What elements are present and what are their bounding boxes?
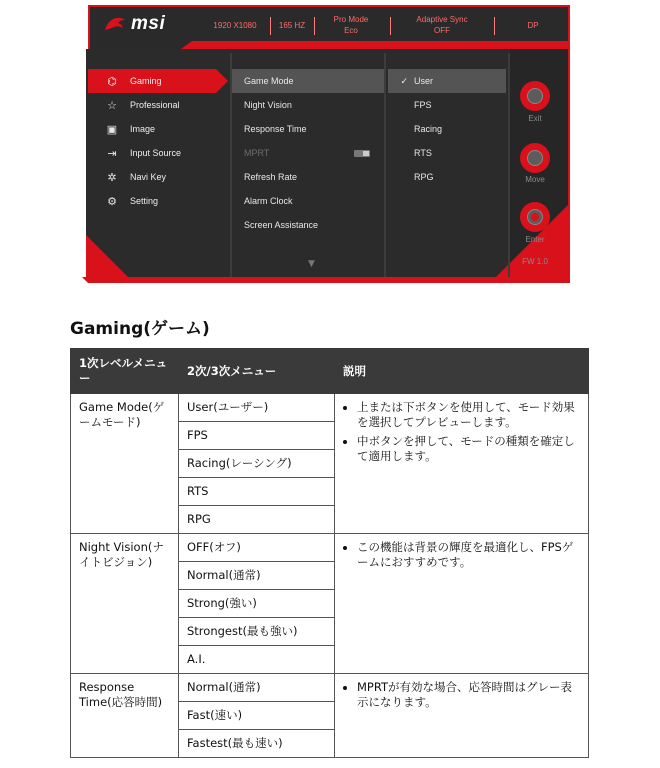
- sub-menu-label: Screen Assistance: [244, 220, 319, 230]
- level2-menu-cell: Normal(通常): [179, 562, 335, 590]
- sub-menu-item-response-time[interactable]: [232, 117, 384, 141]
- option-label: FPS: [414, 100, 432, 110]
- header-description: 説明: [335, 349, 589, 394]
- status-refresh-rate: 165 HZ: [278, 20, 306, 30]
- main-menu-item-navi-key[interactable]: [88, 165, 230, 189]
- move-label: Move: [525, 175, 545, 184]
- level2-menu-cell: Fastest(最も速い): [179, 730, 335, 758]
- sub-menu-item-screen-assistance[interactable]: [232, 213, 384, 237]
- osd-panel: [82, 5, 570, 283]
- level2-menu-cell: Strongest(最も強い): [179, 618, 335, 646]
- gamepad-icon: ⌬: [107, 75, 117, 88]
- sub-menu-label: MPRT: [244, 148, 270, 158]
- description-list: [343, 400, 580, 464]
- sub-menu-item-night-vision[interactable]: [232, 93, 384, 117]
- option-label: Racing: [414, 124, 443, 134]
- main-menu-item-setting[interactable]: [88, 189, 230, 213]
- move-button[interactable]: [520, 143, 550, 173]
- scroll-down-icon[interactable]: ▼: [308, 259, 315, 269]
- option-item-racing[interactable]: [388, 117, 506, 141]
- level2-menu-cell: Racing(レーシング): [179, 450, 335, 478]
- sub-menu-item-mprt: [232, 141, 384, 165]
- option-label: RTS: [414, 148, 432, 158]
- main-menu: [88, 69, 230, 213]
- sub-menu-item-alarm-clock[interactable]: [232, 189, 384, 213]
- ok-indicator-icon: [531, 213, 539, 221]
- option-label: User: [414, 76, 434, 86]
- description-cell: [335, 674, 589, 758]
- description-cell: [335, 534, 589, 674]
- description-bullet: • この機能は背景の輝度を最適化し、FPSゲームにおすすめです。: [357, 540, 580, 570]
- sub-menu-label: Night Vision: [244, 100, 292, 110]
- sub-menu-label: Alarm Clock: [244, 196, 293, 206]
- exit-button[interactable]: [520, 81, 550, 111]
- status-resolution: 1920 X1080: [213, 20, 257, 30]
- table-row: [71, 394, 589, 422]
- main-menu-label: Navi Key: [130, 172, 167, 182]
- description-bullet: • MPRTが有効な場合、応答時間はグレー表示になります。: [357, 680, 580, 710]
- input-source-icon: ⇥: [107, 147, 117, 160]
- level2-menu-cell: A.I.: [179, 646, 335, 674]
- main-menu-label: Setting: [130, 196, 159, 206]
- main-menu-item-professional[interactable]: [88, 93, 230, 117]
- sub-menu-item-refresh-rate[interactable]: [232, 165, 384, 189]
- navi-key-icon: ✲: [107, 171, 117, 184]
- sub-menu: [232, 69, 384, 237]
- level2-menu-cell: User(ユーザー): [179, 394, 335, 422]
- joystick-icon: [527, 88, 543, 104]
- firmware-version: FW 1.0: [522, 257, 548, 266]
- main-menu-item-input-source[interactable]: [88, 141, 230, 165]
- status-separator: [270, 17, 271, 35]
- status-separator: [494, 17, 495, 35]
- sub-menu-label: Response Time: [244, 124, 307, 134]
- main-menu-label: Input Source: [130, 148, 182, 158]
- description-bullet: • 上または下ボタンを使用して、モード効果を選択してプレビューします。: [357, 400, 580, 430]
- main-menu-item-image[interactable]: [88, 117, 230, 141]
- main-menu-label: Professional: [130, 100, 180, 110]
- main-menu-label: Image: [130, 124, 156, 134]
- option-item-rpg[interactable]: [388, 165, 506, 189]
- option-item-fps[interactable]: [388, 93, 506, 117]
- main-menu-item-gaming[interactable]: [88, 69, 216, 93]
- description-bullet: • 中ボタンを押して、モードの種類を確定して適用します。: [357, 434, 580, 464]
- gear-icon: ⚙: [107, 195, 117, 208]
- level2-menu-cell: RTS: [179, 478, 335, 506]
- status-adaptive-sync: Adaptive Sync OFF: [416, 15, 468, 35]
- level2-menu-cell: FPS: [179, 422, 335, 450]
- sub-menu-label: Game Mode: [244, 76, 294, 86]
- description-list: [343, 680, 580, 710]
- status-separator: [314, 17, 315, 35]
- description-list: [343, 540, 580, 570]
- level2-menu-cell: Normal(通常): [179, 674, 335, 702]
- option-menu: [388, 69, 506, 189]
- level1-menu-cell: Response Time(応答時間): [71, 674, 179, 758]
- section-title: Gaming(ゲーム): [70, 319, 210, 339]
- level2-menu-cell: RPG: [179, 506, 335, 534]
- level2-menu-cell: Strong(強い): [179, 590, 335, 618]
- table-row: [71, 534, 589, 562]
- table-header-row: [71, 349, 589, 394]
- checkmark-icon: ✓: [400, 75, 408, 86]
- status-separator: [390, 17, 391, 35]
- status-input-dp: DP: [527, 20, 539, 30]
- exit-label: Exit: [528, 114, 542, 123]
- sub-menu-label: Refresh Rate: [244, 172, 298, 182]
- option-item-rts[interactable]: [388, 141, 506, 165]
- image-icon: ▣: [106, 123, 118, 136]
- sub-menu-item-game-mode[interactable]: [232, 69, 384, 93]
- toggle-switch-icon: [354, 150, 370, 157]
- level2-menu-cell: Fast(速い): [179, 702, 335, 730]
- option-label: RPG: [414, 172, 434, 182]
- star-icon: ☆: [107, 99, 117, 112]
- status-pro-mode: Pro Mode Eco: [333, 15, 369, 35]
- msi-logo: [104, 13, 165, 35]
- gaming-spec-table: [70, 348, 589, 758]
- header-level2: 2次/3次メニュー: [179, 349, 335, 394]
- header-level1: 1次レベルメニュー: [71, 349, 179, 394]
- enter-label: Enter: [525, 235, 545, 244]
- table-row: [71, 674, 589, 702]
- level1-menu-cell: Game Mode(ゲームモード): [71, 394, 179, 534]
- joystick-icon: [527, 150, 543, 166]
- enter-button[interactable]: [520, 202, 550, 232]
- dragon-icon: [104, 16, 126, 32]
- level1-menu-cell: Night Vision(ナイトビジョン): [71, 534, 179, 674]
- option-item-user[interactable]: [388, 69, 506, 93]
- level2-menu-cell: OFF(オフ): [179, 534, 335, 562]
- description-cell: [335, 394, 589, 534]
- brand-name: msi: [131, 13, 166, 34]
- main-menu-label: Gaming: [130, 76, 162, 86]
